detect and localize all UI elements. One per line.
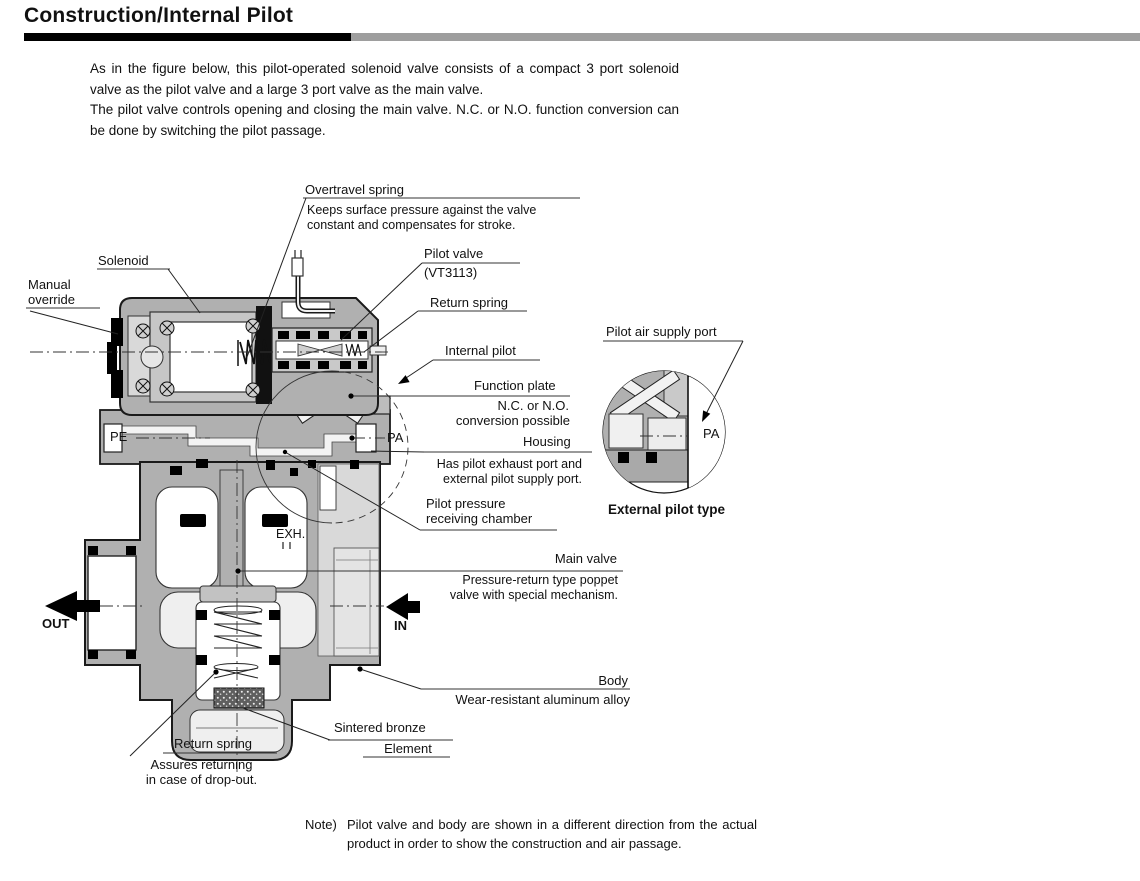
label-main-valve-desc1: Pressure-return type poppet (462, 573, 618, 587)
label-housing-desc1: Has pilot exhaust port and (436, 457, 582, 471)
label-overtravel-desc1: Keeps surface pressure against the valve (307, 203, 537, 217)
label-return-spring-top: Return spring (430, 295, 509, 310)
caption-external-pilot-type: External pilot type (608, 502, 726, 517)
label-pilot-pressure-1: Pilot pressure (426, 496, 506, 511)
label-manual-override-1: Manual (28, 277, 71, 292)
label-pilot-valve: Pilot valve (424, 246, 484, 261)
label-return-bottom-desc2: in case of drop-out. (145, 772, 258, 787)
label-housing: Housing (523, 434, 571, 449)
label-main-valve-desc2: valve with special mechanism. (449, 588, 618, 602)
pa-port-detail (648, 418, 686, 450)
label-pa-port: PA (387, 430, 404, 445)
label-body: Body (598, 673, 628, 688)
label-nc-no-1: N.C. or N.O. (497, 398, 569, 413)
label-pilot-valve-model: (VT3113) (424, 265, 478, 280)
pilot-spool (272, 328, 386, 372)
label-body-desc: Wear-resistant aluminum alloy (455, 692, 630, 707)
in-chamber (334, 548, 379, 656)
label-pa-port-detail: PA (703, 426, 720, 441)
title-underline-gray (351, 33, 1140, 41)
solenoid-pilot-block (107, 250, 386, 415)
label-element: Element (384, 741, 432, 756)
label-pe-port: PE (110, 429, 128, 444)
label-solenoid: Solenoid (98, 253, 149, 268)
label-overtravel-desc2: constant and compensates for stroke. (307, 218, 516, 232)
label-out: OUT (42, 616, 70, 631)
note-label: Note) (305, 817, 337, 832)
label-nc-no-2: conversion possible (455, 413, 570, 428)
main-valve-body (85, 459, 380, 760)
label-return-spring-bottom: Return spring (174, 736, 253, 751)
intro-p2: The pilot valve controls opening and closing the main valve. N.C. or N.O. function conversion can be done by switching the pilot passage. (90, 102, 679, 138)
label-pilot-pressure-2: receiving chamber (426, 511, 533, 526)
intro-paragraph (90, 59, 679, 141)
sintered-element (214, 688, 264, 708)
label-manual-override-2: override (28, 292, 75, 307)
label-overtravel-spring: Overtravel spring (305, 182, 404, 197)
label-sintered-bronze: Sintered bronze (334, 720, 426, 735)
in-arrow-icon (386, 593, 420, 620)
label-in: IN (394, 618, 407, 633)
coil-window (170, 322, 252, 392)
label-internal-pilot: Internal pilot (445, 343, 516, 358)
label-pilot-air-supply-port: Pilot air supply port (606, 324, 717, 339)
label-main-valve: Main valve (554, 551, 617, 566)
poppet (200, 586, 276, 602)
label-return-bottom-desc1: Assures returning (150, 757, 253, 772)
label-exh: EXH. (276, 527, 306, 541)
label-function-plate: Function plate (474, 378, 556, 393)
label-housing-desc2: external pilot supply port. (443, 472, 582, 486)
note-block (305, 815, 757, 853)
intro-p1: As in the figure below, this pilot-operated solenoid valve consists of a compact 3 port solenoid valve as the pilot valve and a large 3 port valve as the main valve. (90, 61, 679, 97)
note-text: Pilot valve and body are shown in a different direction from the actual product in order to show the construction and air passage. (347, 817, 757, 851)
title-underline-black (24, 33, 351, 41)
page-title: Construction/Internal Pilot (24, 4, 294, 27)
